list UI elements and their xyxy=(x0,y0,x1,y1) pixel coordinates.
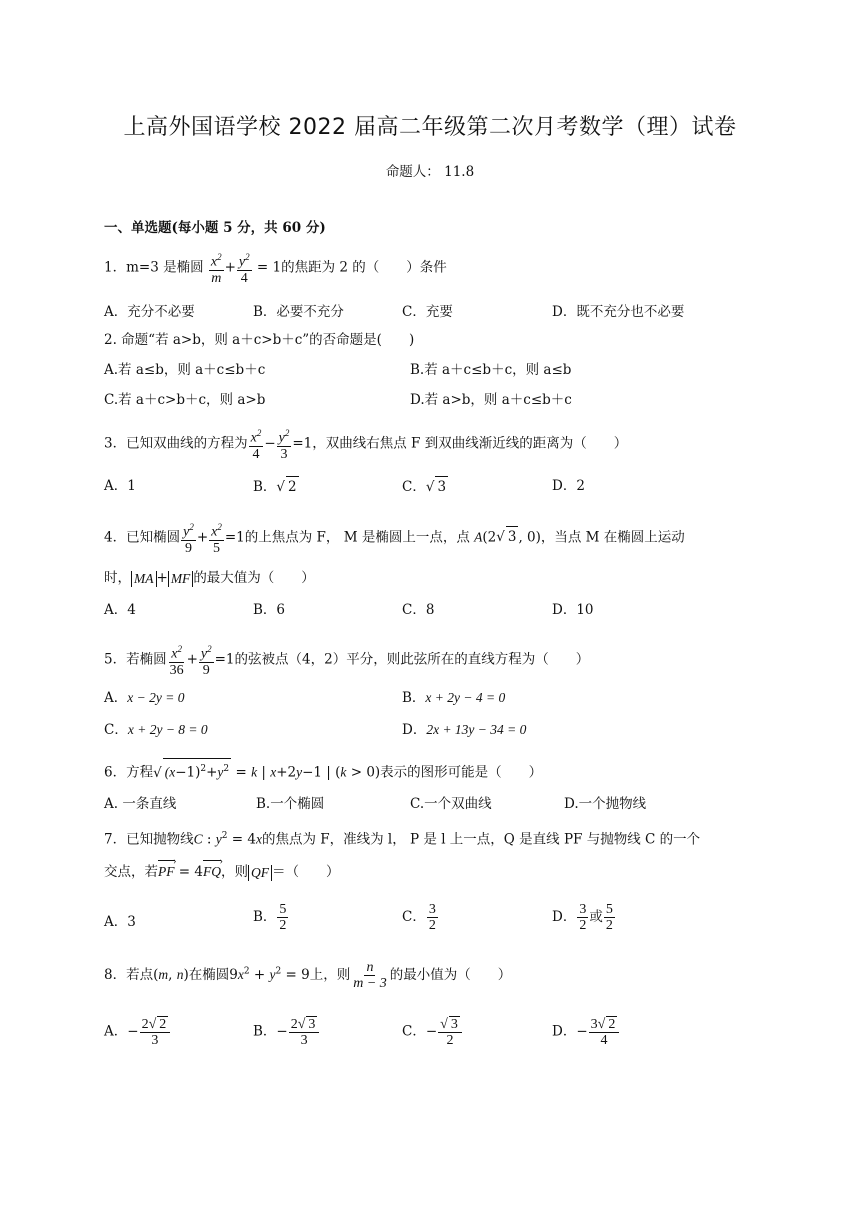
question-7-line-2: 交点，若PF › = 4FQ ›，则 QF ＝（ ） xyxy=(104,862,339,882)
q3-option-a: A．1 xyxy=(104,478,136,494)
fraction-x2-over-m: $\frac{x^2}{m}$ xyxy=(210,252,222,286)
q8-option-a: A．− $\frac{2√ 2}{3}$ xyxy=(104,1016,171,1048)
q5-option-a: A．x − 2y = 0 xyxy=(104,690,185,706)
q7-option-d: D． $\frac{3}{2}$ 或 $\frac{5}{2}$ xyxy=(552,902,613,933)
q2-option-d: D.若 a>b，则 a＋c≤b＋c xyxy=(410,392,572,408)
q3-option-b: B．√ 2 xyxy=(253,476,299,497)
q1-option-a: A．充分不必要 xyxy=(104,304,195,320)
q5-option-c: C．x + 2y − 8 = 0 xyxy=(104,722,208,738)
question-8: 8．若点(m, n)在椭圆$9x^2 + y^2 = 9$上，则 $\frac{n}{m - 3}$ 的最小值为（ ） xyxy=(104,960,512,991)
question-1: 1．m=3 是椭圆 $\frac{x^2}{m}$ + $\frac{y^2}{4}$ = 1的焦距为 2 的（ ）条件 xyxy=(104,252,447,286)
q2-option-a: A.若 a≤b，则 a＋c≤b＋c xyxy=(104,362,266,378)
question-2: 2. 命题“若 a>b，则 a＋c>b＋c”的否命题是( ) xyxy=(104,332,415,348)
q1-option-d: D．既不充分也不必要 xyxy=(552,304,685,320)
q6-option-b: B.一个椭圆 xyxy=(256,796,325,812)
question-4-line-2: 时， MA + MF 的最大值为（ ） xyxy=(104,570,315,586)
q4-option-d: D．10 xyxy=(552,602,594,618)
question-4-line-1: 4．已知椭圆 $\frac{y^2}{9}$ + $\frac{x^2}{5}$ =1的上焦点为 F， M 是椭圆上一点，点 A(2√ 3 , 0)，当点 M 在椭圆上运动 xyxy=(104,520,685,556)
q5-option-b: B．x + 2y − 4 = 0 xyxy=(402,690,506,706)
question-6: 6．方程√ $(x-1)^2+y^2 = k$ | x+2y−1 | (k > 0)表示的图形可能是（ ） xyxy=(104,758,542,783)
q6-option-a: A. 一条直线 xyxy=(104,796,177,812)
q6-option-c: C.一个双曲线 xyxy=(410,796,492,812)
page-title: 上高外国语学校 2022 届高二年级第二次月考数学（理）试卷 xyxy=(123,115,737,140)
q2-option-c: C.若 a＋c>b＋c，则 a>b xyxy=(104,392,266,408)
q8-option-b: B．− $\frac{2√ 3}{3}$ xyxy=(253,1016,320,1048)
q6-option-d: D.一个抛物线 xyxy=(564,796,647,812)
exam-author-date: 命题人： 11.8 xyxy=(385,164,475,180)
q3-option-d: D．2 xyxy=(552,478,585,494)
q1-option-c: C．充要 xyxy=(402,304,453,320)
q1-option-b: B．必要不充分 xyxy=(253,304,344,320)
q3-option-c: C．√ 3 xyxy=(402,476,448,497)
q7-option-c: C． $\frac{3}{2}$ xyxy=(402,902,436,933)
fraction-y2-over-4: $\frac{y^2}{4}$ xyxy=(238,252,250,286)
question-5: 5．若椭圆 $\frac{x^2}{36}$ + $\frac{y^2}{9}$ =1的弦被点（4，2）平分，则此弦所在的直线方程为（ ） xyxy=(104,644,590,678)
question-3: 3．已知双曲线的方程为 $\frac{x^2}{4}$ − $\frac{y^2}{3}$ =1，双曲线右焦点 F 到双曲线渐近线的距离为（ ） xyxy=(104,428,628,462)
q5-option-d: D．2x + 13y − 34 = 0 xyxy=(402,722,527,738)
q4-option-b: B．6 xyxy=(253,602,286,618)
question-7-line-1: 7．已知抛物线C : $y^2 = 4x$的焦点为 F，准线为 l， P 是 l 上一点，Q 是直线 PF 与抛物线 C 的一个 xyxy=(104,831,701,848)
q7-option-a: A．3 xyxy=(104,914,136,930)
q2-option-b: B.若 a＋c≤b＋c，则 a≤b xyxy=(410,362,572,378)
q8-option-d: D．− $\frac{3√ 2}{4}$ xyxy=(552,1016,620,1048)
q4-option-a: A．4 xyxy=(104,602,136,618)
section-heading-single-choice: 一、单选题(每小题 5 分，共 60 分) xyxy=(104,220,326,236)
q4-option-c: C．8 xyxy=(402,602,435,618)
q7-option-b: B． $\frac{5}{2}$ xyxy=(253,902,287,933)
q8-option-c: C．− √ $\frac{3}{2}$ xyxy=(402,1016,463,1048)
